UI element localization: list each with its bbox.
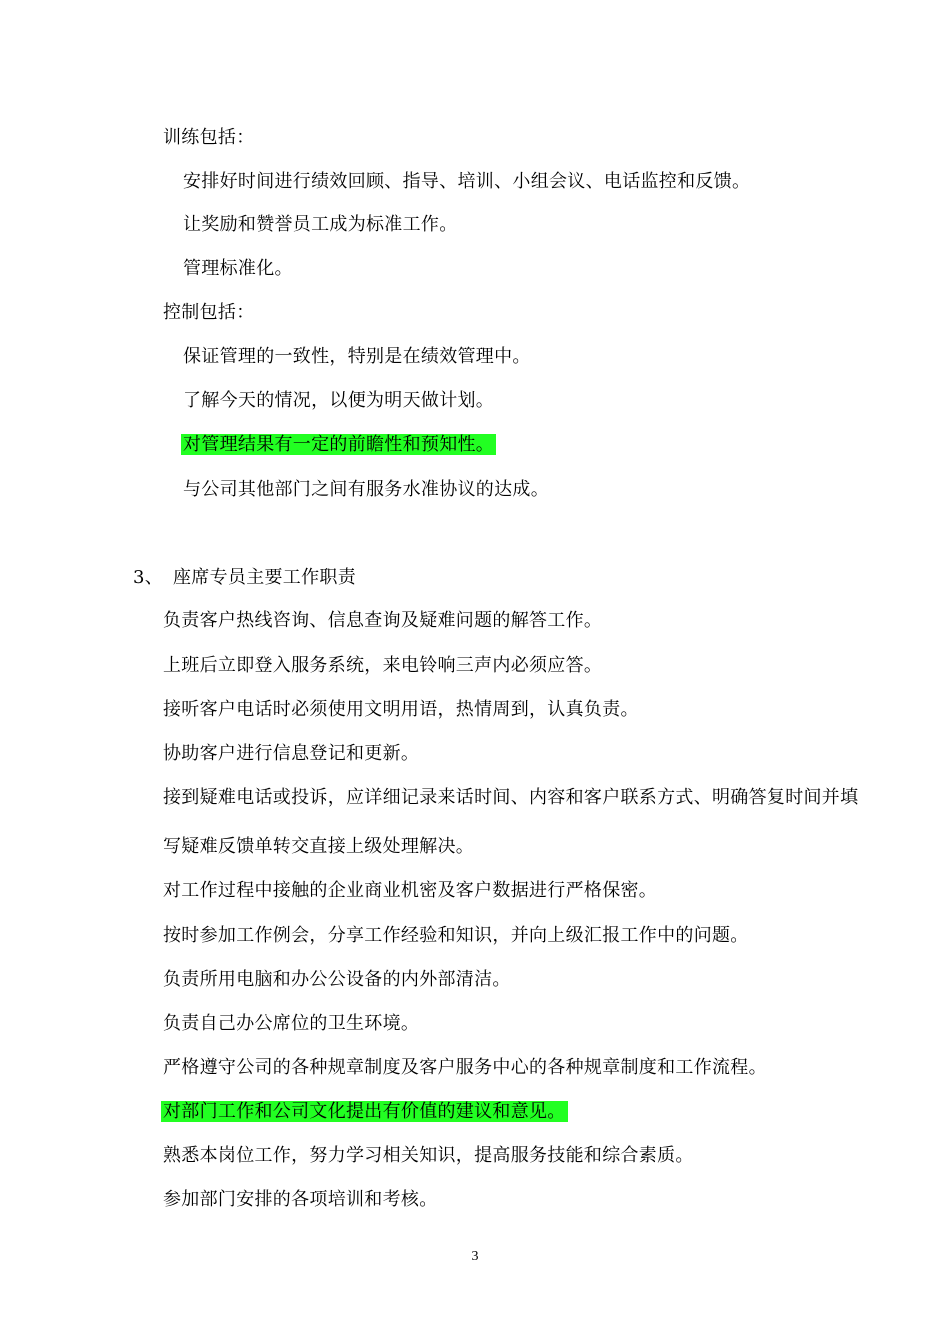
training-item-2: 让奖励和赞誉员工成为标准工作。 <box>183 214 458 235</box>
duty-item-11-highlighted <box>161 1101 568 1123</box>
control-item-3-highlighted <box>181 434 496 456</box>
duty-item-12: 熟悉本岗位工作，努力学习相关知识，提高服务技能和综合素质。 <box>163 1145 694 1166</box>
duty-item-1: 负责客户热线咨询、信息查询及疑难问题的解答工作。 <box>163 610 603 631</box>
duty-item-4: 协助客户进行信息登记和更新。 <box>163 743 420 764</box>
duty-item-6: 对工作过程中接触的企业商业机密及客户数据进行严格保密。 <box>163 880 658 901</box>
duty-item-5-cont: 写疑难反馈单转交直接上级处理解决。 <box>163 836 475 857</box>
duty-item-13: 参加部门安排的各项培训和考核。 <box>163 1189 438 1210</box>
section3-number: 3、 <box>133 567 164 588</box>
training-item-1: 安排好时间进行绩效回顾、指导、培训、小组会议、电话监控和反馈。 <box>183 171 751 192</box>
duty-item-10: 严格遵守公司的各种规章制度及客户服务中心的各种规章制度和工作流程。 <box>163 1057 767 1078</box>
highlighted-text: 对管理结果有一定的前瞻性和预知性。 <box>183 434 495 455</box>
control-heading: 控制包括： <box>163 302 255 323</box>
page-number: 3 <box>471 1249 479 1264</box>
section3-title: 座席专员主要工作职责 <box>173 567 356 588</box>
control-item-1: 保证管理的一致性，特别是在绩效管理中。 <box>183 346 531 367</box>
duty-item-9: 负责自己办公席位的卫生环境。 <box>163 1013 420 1034</box>
duty-item-8: 负责所用电脑和办公公设备的内外部清洁。 <box>163 969 511 990</box>
section3-heading <box>133 567 356 589</box>
duty-item-7: 按时参加工作例会，分享工作经验和知识，并向上级汇报工作中的问题。 <box>163 925 749 946</box>
training-heading: 训练包括： <box>163 127 255 148</box>
duty-item-5: 接到疑难电话或投诉，应详细记录来话时间、内容和客户联系方式、明确答复时间并填 <box>163 787 859 808</box>
duty-item-2: 上班后立即登入服务系统，来电铃响三声内必须应答。 <box>163 655 603 676</box>
training-item-3: 管理标准化。 <box>183 258 293 279</box>
duty-item-3: 接听客户电话时必须使用文明用语，热情周到，认真负责。 <box>163 699 639 720</box>
control-item-4: 与公司其他部门之间有服务水准协议的达成。 <box>183 479 549 500</box>
highlighted-text: 对部门工作和公司文化提出有价值的建议和意见。 <box>163 1101 566 1122</box>
control-item-2: 了解今天的情况，以便为明天做计划。 <box>183 390 495 411</box>
